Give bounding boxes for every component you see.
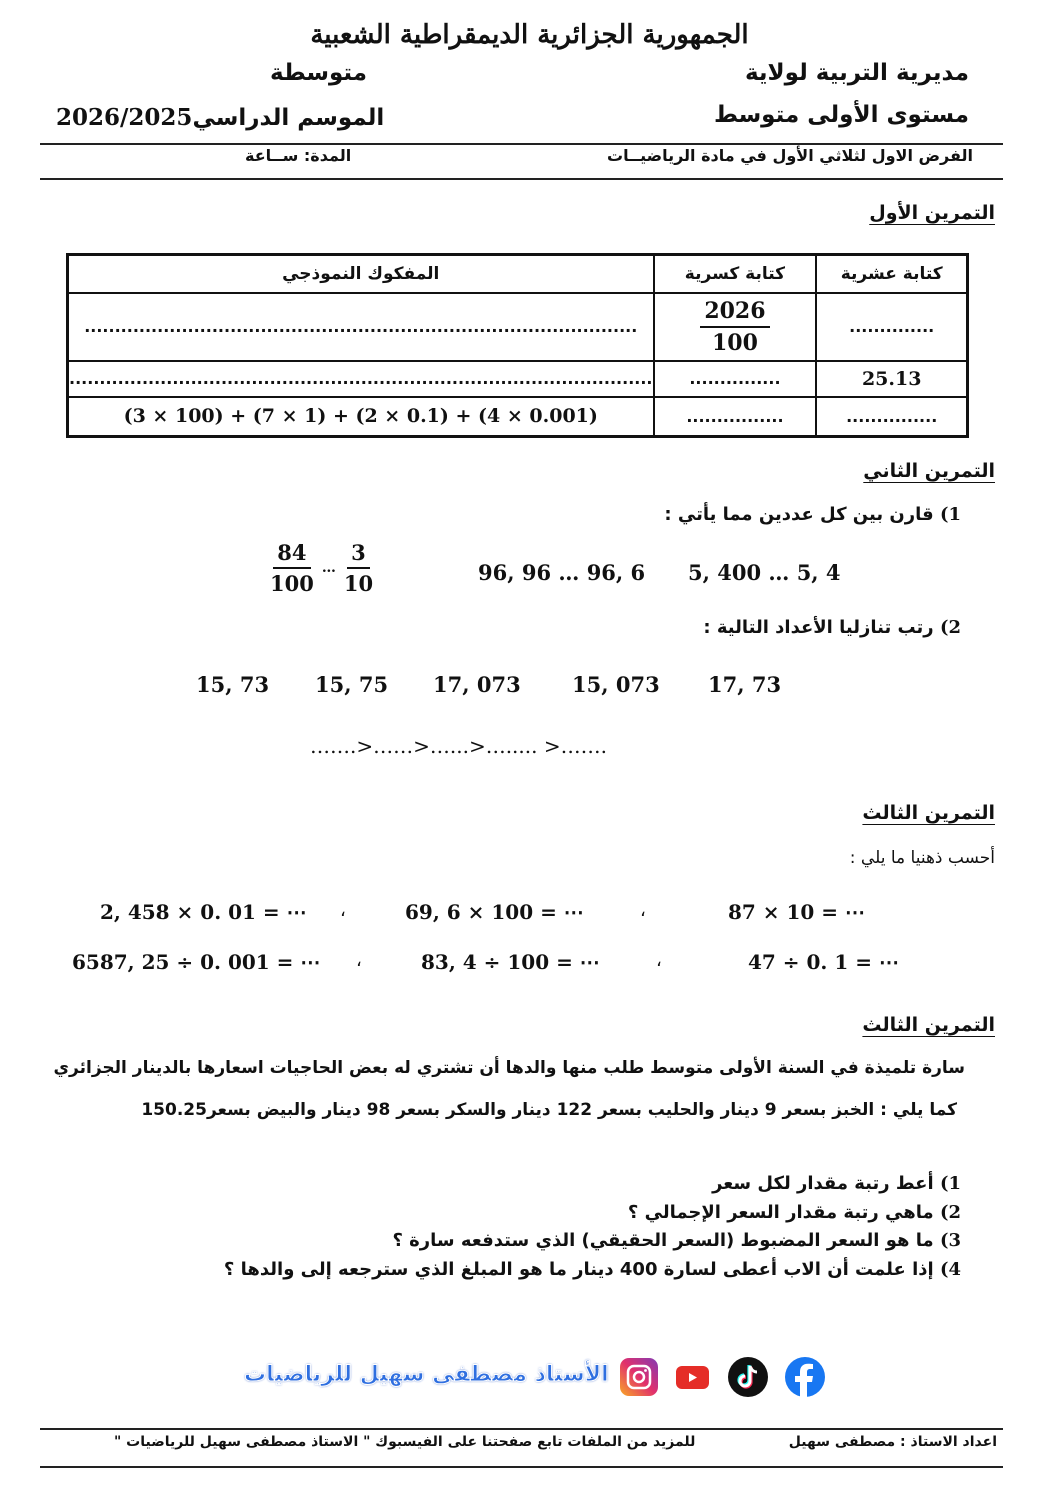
exercise3-instruction: أحسب ذهنيا ما يلي :	[849, 848, 995, 868]
calc-item: 6587, 25 ÷ 0. 001 = ⋯	[72, 950, 321, 974]
exercise3-title: التمرين الثالث	[862, 802, 995, 824]
number-item: 15, 73	[196, 672, 270, 697]
facebook-follow-note: للمزيد من الملفات تابع صفحتنا على الفيسبوك " الاستاذ مصطفى سهيل للرياضيات "	[114, 1434, 696, 1450]
exercise1-table	[66, 253, 969, 438]
question-number: 2)	[939, 1202, 961, 1223]
fraction-2026-100	[700, 298, 769, 356]
column-header-fraction: كتابة كسرية	[654, 255, 817, 293]
fraction-cell[interactable]: ................	[654, 397, 817, 437]
compare-placeholder: …	[321, 560, 336, 576]
school-label: متوسطة	[270, 60, 368, 86]
number-item: 15, 073	[572, 672, 660, 697]
exercise4-title: التمرين الثالث	[862, 1014, 995, 1036]
instagram-icon[interactable]	[620, 1358, 658, 1396]
calc-item: 87 × 10 = ⋯	[728, 900, 866, 924]
exam-duration: المدة: ســاعة	[245, 146, 352, 165]
decimal-cell[interactable]: ..............	[816, 293, 967, 361]
compare-item-1: 5, 400 … 5, 4	[688, 560, 841, 585]
question-number: 1)	[939, 504, 961, 525]
season-years: 2026/2025	[56, 104, 193, 131]
season-label: الموسم الدراسي	[192, 105, 385, 131]
table-row	[68, 361, 968, 397]
table-row	[68, 293, 968, 361]
facebook-icon[interactable]	[785, 1357, 825, 1397]
calc-separator: ،	[656, 950, 662, 971]
question-number: 4)	[939, 1259, 961, 1280]
expanded-cell[interactable]: ...........................................................................................	[68, 293, 654, 361]
fraction-84-100: $\frac{84}{100}$	[270, 540, 314, 596]
youtube-icon[interactable]	[676, 1366, 709, 1389]
tiktok-icon[interactable]	[728, 1357, 768, 1397]
question-text: أعط رتبة مقدار لكل سعر	[712, 1173, 934, 1194]
exercise4-question	[392, 1230, 961, 1251]
compare-item-3	[266, 540, 377, 596]
fraction-cell[interactable]: ...............	[654, 361, 817, 397]
number-item: 15, 75	[315, 672, 389, 697]
exercise4-question	[628, 1202, 961, 1223]
calc-separator: ،	[640, 900, 646, 921]
fraction-cell	[654, 293, 817, 361]
calc-item: 2, 458 × 0. 01 = ⋯	[100, 900, 307, 924]
number-item: 17, 73	[708, 672, 782, 697]
table-header-row	[68, 255, 968, 293]
school-year	[56, 104, 384, 131]
expanded-cell: (3 × 100) + (7 × 1) + (2 × 0.1) + (4 × 0.001)	[68, 397, 654, 437]
exam-title: الفرض الاول لثلاثي الأول في مادة الرياضيــات	[607, 146, 973, 165]
compare-item-2: 96, 96 … 96, 6	[478, 560, 646, 585]
header-divider-top	[40, 143, 1003, 145]
level-label: مستوى الأولى متوسط	[713, 102, 969, 128]
calc-item: 47 ÷ 0. 1 = ⋯	[748, 950, 899, 974]
calc-item: 83, 4 ÷ 100 = ⋯	[421, 950, 600, 974]
order-answer-blank[interactable]: …….>……>…...>…..... >…….	[310, 734, 607, 758]
question-number: 2)	[939, 617, 961, 638]
exercise4-paragraph-2: كما يلي : الخبز بسعر 9 دينار والحليب بسعر 122 دينار والسكر بسعر 98 دينار والبيض بسعر150.25	[141, 1100, 957, 1120]
exercise2-title: التمرين الثاني	[863, 460, 995, 482]
header-divider-bottom	[40, 178, 1003, 180]
prepared-by: اعداد الاستاذ : مصطفى سهيل	[788, 1434, 997, 1450]
column-header-expanded: المفكوك النموذجي	[68, 255, 654, 293]
exercise4-question	[712, 1173, 961, 1194]
question-text: قارن بين كل عددين مما يأتي :	[664, 504, 934, 525]
directorate-label: مديرية التربية لولاية	[744, 60, 969, 86]
question-number: 3)	[939, 1230, 961, 1251]
decimal-cell[interactable]: ...............	[816, 397, 967, 437]
fraction-numerator: 2026	[700, 298, 769, 328]
footer-divider-bottom	[40, 1466, 1003, 1468]
question-text: رتب تنازليا الأعداد التالية :	[703, 617, 934, 638]
brand-name: الأستاذ مصطفى سهيل للرياضيات	[244, 1362, 609, 1387]
question-text: إذا علمت أن الاب أعطى لسارة 400 دينار ما هو المبلغ الذي سترجعه إلى والدها ؟	[223, 1259, 934, 1280]
calc-separator: ،	[340, 900, 346, 921]
question-text: ماهي رتبة مقدار السعر الإجمالي ؟	[627, 1202, 934, 1223]
calc-item: 69, 6 × 100 = ⋯	[405, 900, 584, 924]
question-text: ما هو السعر المضبوط (السعر الحقيقي) الذي ستدفعه سارة ؟	[392, 1230, 934, 1251]
republic-heading: الجمهورية الجزائرية الديمقراطية الشعبية	[310, 20, 749, 50]
question-number: 1)	[939, 1173, 961, 1194]
column-header-decimal: كتابة عشرية	[816, 255, 967, 293]
footer-divider-top	[40, 1428, 1003, 1430]
exercise2-question1	[664, 504, 961, 525]
exercise1-title: التمرين الأول	[869, 202, 995, 224]
exercise4-paragraph-1: سارة تلميذة في السنة الأولى متوسط طلب منها والدها أن تشتري له بعض الحاجيات اسعارها بالدينار الجزائري	[53, 1058, 965, 1078]
fraction-denominator: 100	[711, 329, 758, 356]
exercise2-question2	[703, 617, 961, 638]
exercise4-question	[224, 1259, 961, 1280]
decimal-cell: 25.13	[816, 361, 967, 397]
expanded-cell[interactable]: ................................................................................................	[68, 361, 654, 397]
number-item: 17, 073	[433, 672, 521, 697]
table-row	[68, 397, 968, 437]
calc-separator: ،	[356, 950, 362, 971]
fraction-3-10: $\frac{3}{10}$	[343, 540, 374, 596]
